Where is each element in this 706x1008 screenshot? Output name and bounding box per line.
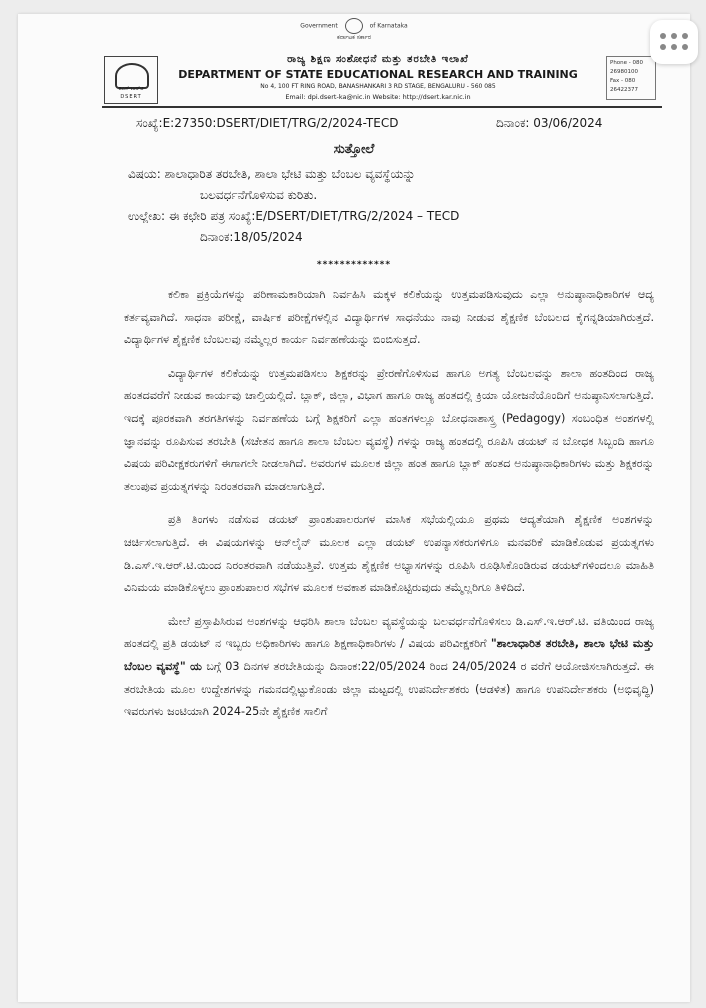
gov-en-left: Government — [300, 22, 338, 30]
subject-line-2: ಬಲವರ್ಧನೆಗೊಳಿಸುವ ಕುರಿತು. — [200, 188, 318, 202]
gov-en-right: of Karnataka — [369, 22, 408, 30]
paragraph-1: ಕಲಿಕಾ ಪ್ರಕ್ರಿಯೆಗಳನ್ನು ಪರಿಣಾಮಕಾರಿಯಾಗಿ ನಿರ್ವಹಿಸಿ ಮಕ್ಕಳ ಕಲಿಕೆಯನ್ನು ಉತ್ತಮಪಡಿಸುವುದು ಎಲ್ಲಾ ಅನುಷ್ಠಾನಾಧಿಕಾರಿಗಳ ಆದ್ಯ ಕರ್ತವ್ಯವಾಗಿದೆ. ಸಾಧನಾ ಪರೀಕ್ಷೆ, ವಾರ್ಷಿಕ ಪರೀಕ್ಷೆಗಳಲ್ಲಿನ ವಿದ್ಯಾರ್ಥಿಗಳ ಸಾಧನೆಯು ನಾವು ನೀಡುವ ಶೈಕ್ಷಣಿಕ ಬೆಂಬಲದ ಕೈಗನ್ನಡಿಯಾಗಿರುತ್ತದೆ. ವಿದ್ಯಾರ್ಥಿಗಳ ಶೈಕ್ಷಣಿಕ ಬೆಂಬಲವು ನಮ್ಮೆಲ್ಲರ ಕಾರ್ಯ ನಿರ್ವಹಣೆಯನ್ನು ಬಿಂಬಿಸುತ್ತದೆ. — [124, 288, 654, 347]
paragraph-4 — [124, 611, 654, 724]
circular-title: ಸುತ್ತೋಲೆ — [333, 142, 375, 157]
dsert-logo — [104, 56, 158, 104]
paragraph-4-end: ಬಗ್ಗೆ 03 ದಿನಗಳ ತರಬೇತಿಯನ್ನು ದಿನಾಂಕ:22/05/2024 ರಿಂದ 24/05/2024 ರ ವರೆಗೆ ಆಯೋಜಿಸಲಾಗಿರುತ್ತದೆ. ಈ ತರಬೇತಿಯ ಮೂಲ ಉದ್ದೇಶಗಳನ್ನು ಗಮನದಲ್ಲಿಟ್ಟುಕೊಂಡು ಜಿಲ್ಲಾ ಮಟ್ಟದಲ್ಲಿ ಉಪನಿರ್ದೇಶಕರು (ಆಡಳಿತ) ಹಾಗೂ ಉಪನಿರ್ದೇಶಕರು (ಅಭಿವೃದ್ಧಿ) ಇವರುಗಳು ಜಂಟಿಯಾಗಿ 2024-25ನೇ ಶೈಕ್ಷಣಿಕ ಸಾಲಿಗೆ — [124, 659, 654, 719]
training-title: "ಶಾಲಾಧಾರಿತ ತರಬೇತಿ, ಶಾಲಾ ಭೇಟಿ ಮತ್ತು ಬೆಂಬಲ ವ್ಯವಸ್ಥೆ" ಯ — [124, 637, 654, 673]
government-header — [18, 18, 690, 42]
paragraph-4-start: ಮೇಲೆ ಪ್ರಸ್ತಾಪಿಸಿರುವ ಅಂಶಗಳನ್ನು ಆಧರಿಸಿ ಶಾಲಾ ಬೆಂಬಲ ವ್ಯವಸ್ಥೆಯನ್ನು ಬಲವರ್ಧನೆಗೊಳಿಸಲು ಡಿ.ಎಸ್.ಇ.ಆರ್.ಟಿ. ವತಿಯಿಂದ ರಾಜ್ಯ ಹಂತದಲ್ಲಿ ಪ್ರತಿ ಡಯಟ್ ನ ಇಬ್ಬರು ಅಧಿಕಾರಿಗಳು ಹಾಗೂ ಶಿಕ್ಷಣಾಧಿಕಾರಿಗಳು / ವಿಷಯ ಪರಿವೀಕ್ಷಕರಿಗೆ — [124, 614, 654, 651]
dot-icon — [671, 33, 677, 39]
dot-icon — [682, 44, 688, 50]
reference-date: ದಿನಾಂಕ: 03/06/2024 — [496, 116, 603, 130]
more-options-button[interactable] — [650, 20, 698, 64]
gov-kn: ಕರ್ನಾಟಕ ಸರ್ಕಾರ — [336, 34, 372, 41]
subject-block — [128, 164, 648, 248]
document-page — [18, 14, 690, 1002]
dot-icon — [660, 33, 666, 39]
state-seal-icon — [345, 18, 363, 34]
paragraph-3: ಪ್ರತಿ ತಿಂಗಳು ನಡೆಸುವ ಡಯಟ್ ಪ್ರಾಂಶುಪಾಲರುಗಳ ಮಾಸಿಕ ಸಭೆಯಲ್ಲಿಯೂ ಪ್ರಥಮ ಆದ್ಯತೆಯಾಗಿ ಶೈಕ್ಷಣಿಕ ಅಂಶಗಳನ್ನು ಚರ್ಚಿಸಲಾಗುತ್ತಿದೆ. ಈ ವಿಷಯಗಳನ್ನು ಆನ್‌ಲೈನ್ ಮೂಲಕ ಎಲ್ಲಾ ಡಯಟ್ ಉಪನ್ಯಾಸಕರುಗಳಿಗೂ ಮನವರಿಕೆ ಮಾಡಿಕೊಡುವ ಪ್ರಯತ್ನಗಳು ಡಿ.ಎಸ್.ಇ.ಆರ್.ಟಿ.ಯಿಂದ ನಿರಂತರವಾಗಿ ನಡೆಯುತ್ತಿವೆ. ಉತ್ತಮ ಶೈಕ್ಷಣಿಕ ಅಭ್ಯಾಸಗಳನ್ನು ರೂಪಿಸಿ ರೂಢಿಸಿಕೊಂಡಿರುವ ಡಯಟ್‌ಗಳಿಂದಲೂ ಮಾಹಿತಿ ವಿನಿಮಯ ಮಾಡಿಕೊಳ್ಳಲು ಪ್ರಾಂಶುಪಾಲರ ಸಭೆಗಳ ಮೂಲಕ ಅವಕಾಶ ಮಾಡಿಕೊಟ್ಟಿರುವುದು ತಮ್ಮೆಲ್ಲರಿಗೂ ತಿಳಿದಿದೆ. — [124, 513, 654, 595]
fax-number: 26422377 — [610, 87, 638, 93]
subject-line-1: ವಿಷಯ: ಶಾಲಾಧಾರಿತ ತರಬೇತಿ, ಶಾಲಾ ಭೇಟಿ ಮತ್ತು ಬೆಂಬಲ ವ್ಯವಸ್ಥೆಯನ್ನು — [128, 167, 416, 181]
phone-number: 26980100 — [610, 69, 638, 75]
reference-number: ಸಂಖ್ಯೆ:E:27350:DSERT/DIET/TRG/2/2024-TECD — [136, 116, 399, 130]
org-name-en: DEPARTMENT OF STATE EDUCATIONAL RESEARCH AND TRAINING — [178, 68, 578, 81]
reference-line-2: ದಿನಾಂಕ:18/05/2024 — [200, 230, 303, 244]
header-divider — [102, 106, 662, 108]
dot-icon — [660, 44, 666, 50]
paragraph-2: ವಿದ್ಯಾರ್ಥಿಗಳ ಕಲಿಕೆಯನ್ನು ಉತ್ತಮಪಡಿಸಲು ಶಿಕ್ಷಕರನ್ನು ಪ್ರೇರಣೆಗೊಳಿಸುವ ಹಾಗೂ ಅಗತ್ಯ ಬೆಂಬಲವನ್ನು ಶಾಲಾ ಹಂತದಿಂದ ರಾಜ್ಯ ಹಂತದವರೆಗೆ ನೀಡುವ ಕಾರ್ಯವು ಚಾಲ್ತಿಯಲ್ಲಿದೆ. ಬ್ಲಾಕ್, ಜಿಲ್ಲಾ, ವಿಭಾಗ ಹಾಗೂ ರಾಜ್ಯ ಹಂತದಲ್ಲಿ ಕ್ರಿಯಾ ಯೋಜನೆಯೊಂದಿಗೆ ಅನುಷ್ಠಾನಿಸಲಾಗುತ್ತಿದೆ. ಇದಕ್ಕೆ ಪೂರಕವಾಗಿ ತರಗತಿಗಳನ್ನು ನಿರ್ವಹಣೆಯ ಬಗ್ಗೆ ಶಿಕ್ಷಕರಿಗೆ ಎಲ್ಲಾ ಹಂತಗಳಲ್ಲೂ ಬೋಧನಾಶಾಸ್ತ್ರ (Pedagogy) ಸಂಬಂಧಿತ ಅಂಶಗಳಲ್ಲಿ ಜ್ಞಾನವನ್ನು ರೂಪಿಸುವ ತರಬೇತಿ (ಸಚೇತನ ಹಾಗೂ ಶಾಲಾ ಬೆಂಬಲ ವ್ಯವಸ್ಥೆ) ಗಳನ್ನು ರಾಜ್ಯ ಹಂತದಲ್ಲಿ ರೂಪಿಸಿ ಡಯಟ್ ನ ಬೋಧಕ ಸಿಬ್ಬಂದಿ ಹಾಗೂ ವಿಷಯ ಪರಿವೀಕ್ಷಕರುಗಳಿಗೆ ಈಗಾಗಲೇ ನೀಡಲಾಗಿದೆ. ಅವರುಗಳ ಮೂಲಕ ಜಿಲ್ಲಾ ಹಂತ ಹಾಗೂ ಬ್ಲಾಕ್ ಹಂತದ ಅನುಷ್ಠಾನಾಧಿಕಾರಿಗಳು ಮತ್ತು ಶಿಕ್ಷಕರನ್ನು ತಲುಪುವ ಪ್ರಯತ್ನಗಳನ್ನು ನಿರಂತರವಾಗಿ ಮಾಡಲಾಗುತ್ತಿದೆ. — [124, 366, 654, 493]
dot-icon — [682, 33, 688, 39]
phone-box — [606, 56, 656, 100]
org-address: No 4, 100 FT RING ROAD, BANASHANKARI 3 RD STAGE, BENGALURU - 560 085 — [260, 83, 496, 90]
letter-body — [124, 284, 654, 735]
logo-en: DSERT — [120, 94, 142, 100]
reference-line-1: ಉಲ್ಲೇಖ: ಈ ಕಛೇರಿ ಪತ್ರ ಸಂಖ್ಯೆ:E/DSERT/DIET/TRG/2/2024 – TECD — [128, 209, 460, 223]
org-email: Email: dpi.dsert-ka@nic.in Website: http://dsert.kar.nic.in — [285, 93, 471, 101]
phone-label: Phone - 080 — [610, 60, 644, 66]
fax-label: Fax - 080 — [610, 78, 636, 84]
logo-kn: ಡಿಎಸ್ಇಆರ್‌ಟಿ — [118, 86, 144, 92]
org-name-kn: ರಾಜ್ಯ ಶಿಕ್ಷಣ ಸಂಶೋಧನೆ ಮತ್ತು ತರಬೇತಿ ಇಲಾಖೆ — [287, 54, 469, 65]
dot-icon — [671, 44, 677, 50]
separator: ************* — [316, 260, 392, 270]
